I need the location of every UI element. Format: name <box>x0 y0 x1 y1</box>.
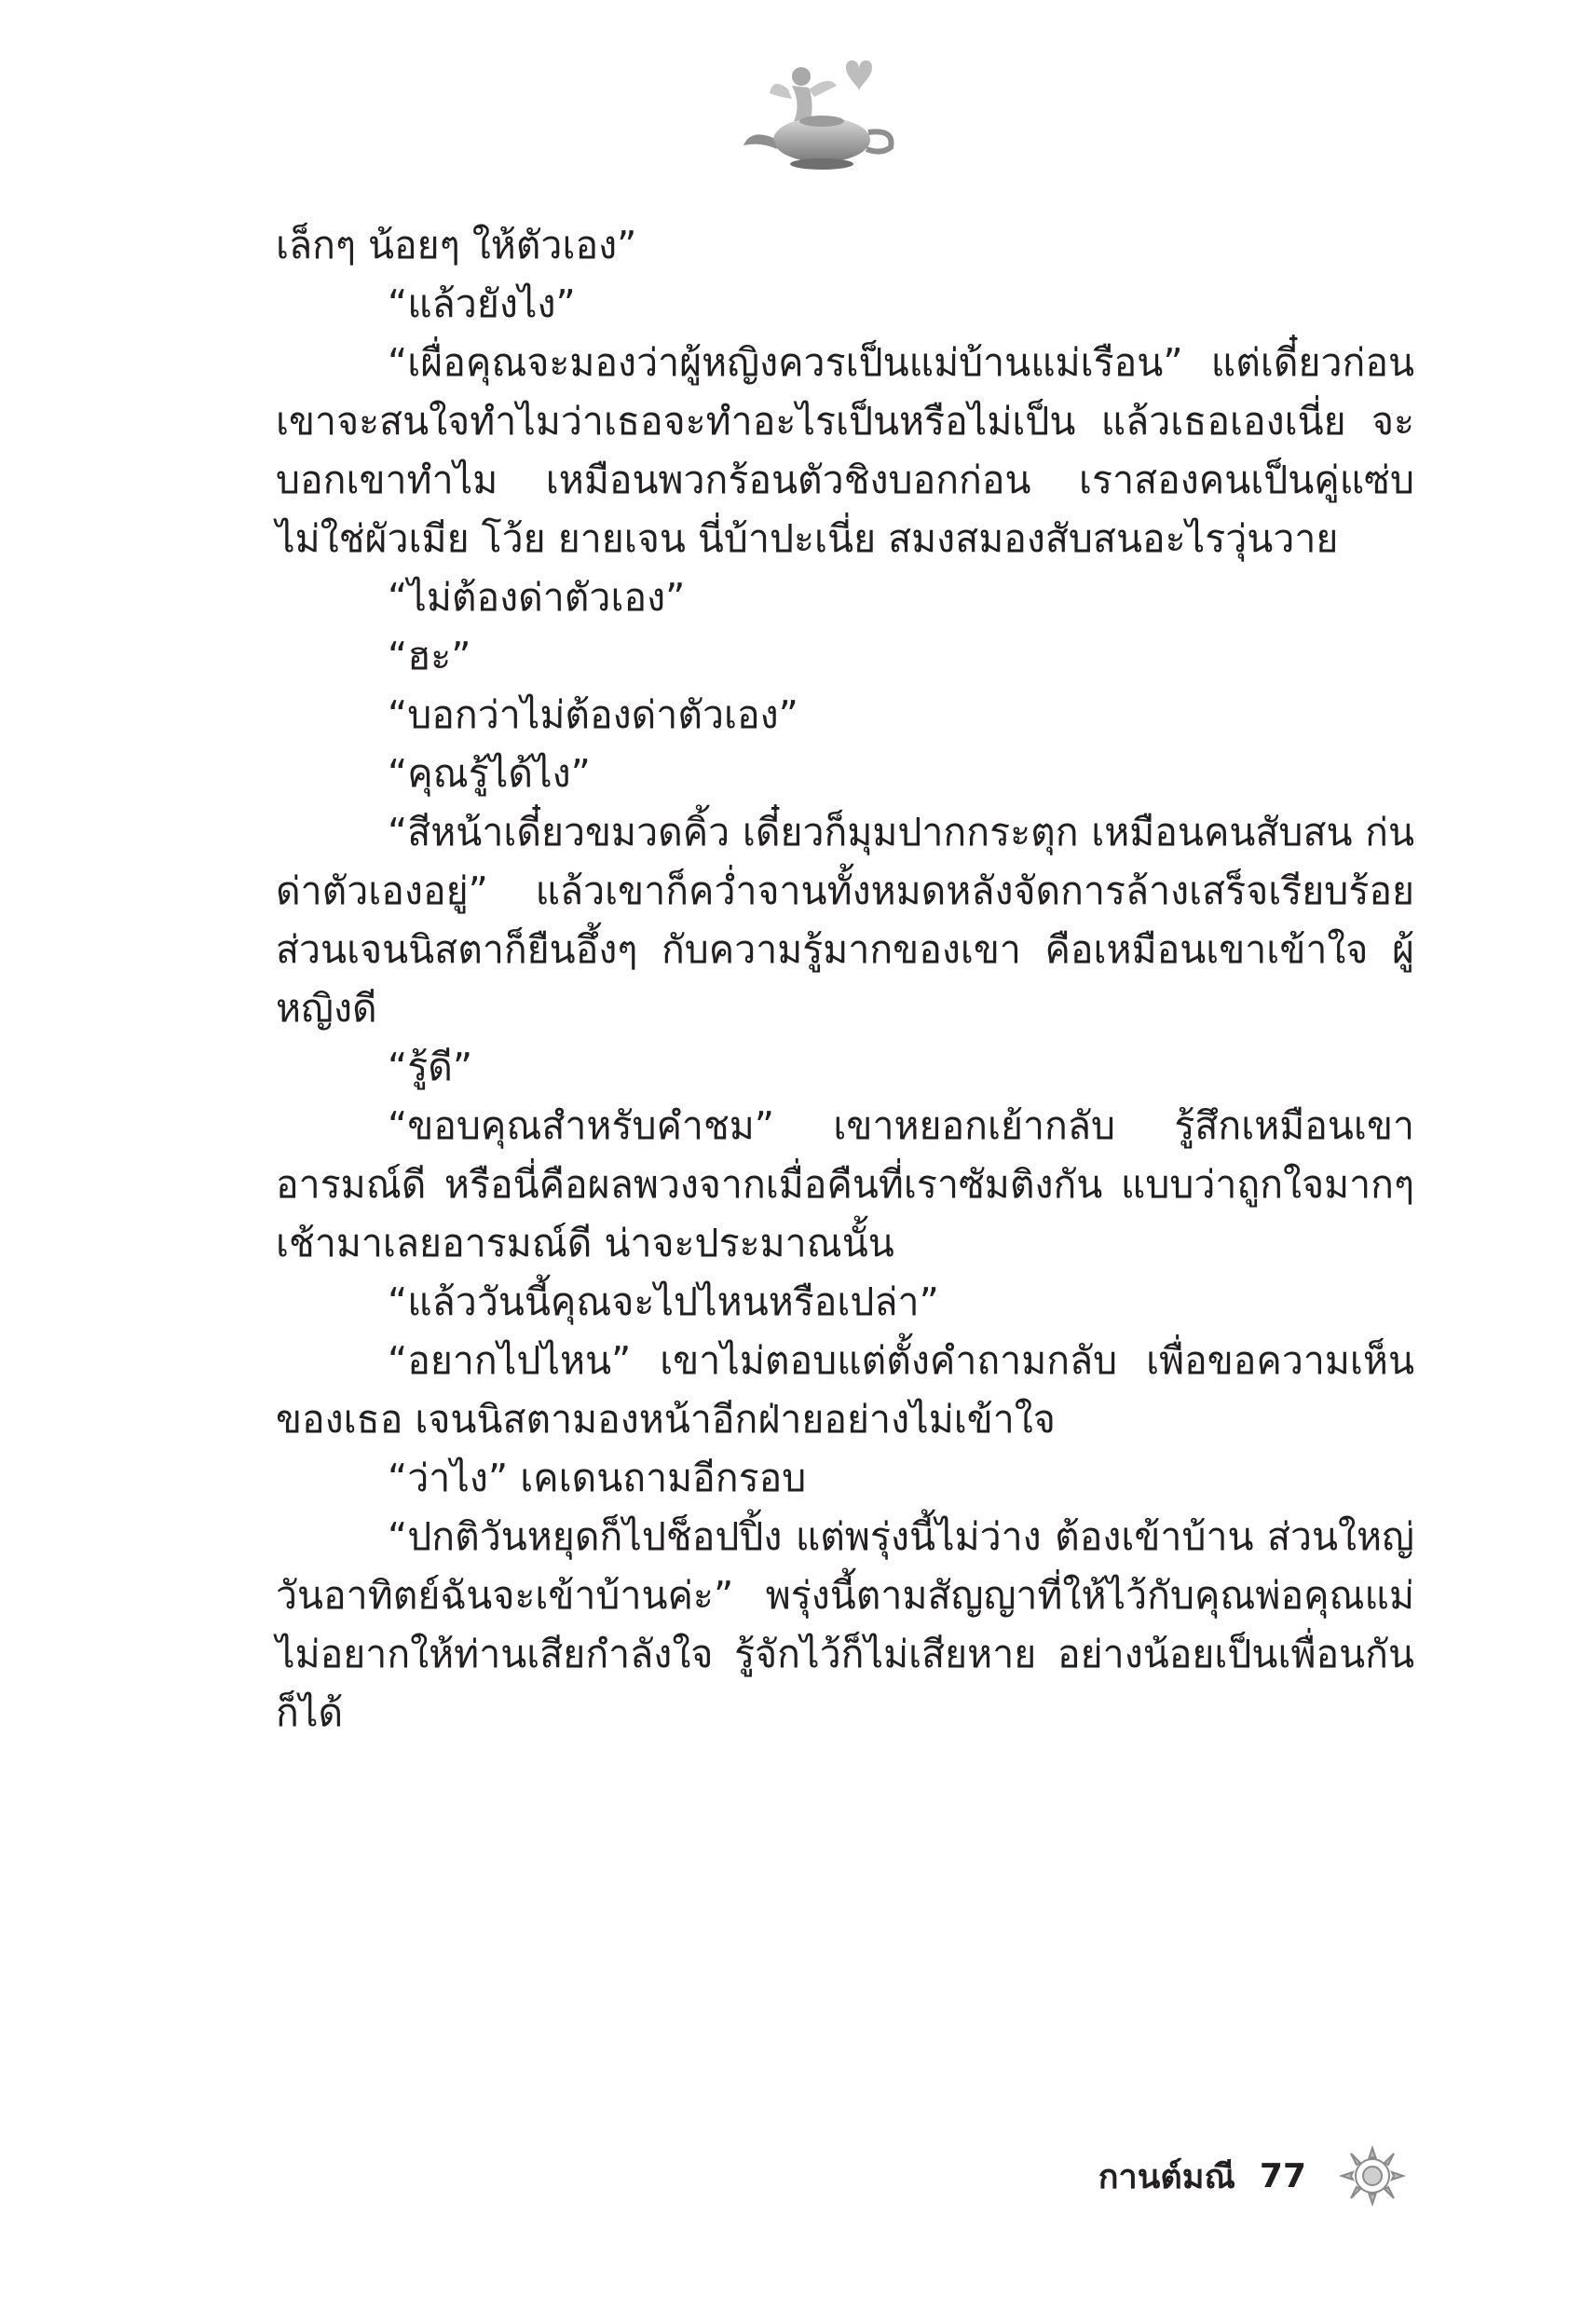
paragraph: “ไม่ต้องด่าตัวเอง” <box>388 575 686 620</box>
paragraph: “แล้ววันนี้คุณจะไปไหนหรือเปล่า” <box>388 1279 939 1324</box>
body-text <box>276 216 1414 1743</box>
paragraph: “บอกว่าไม่ต้องด่าตัวเอง” <box>388 692 798 737</box>
paragraph: “ขอบคุณสำหรับคำชม” เขาหยอกเย้ากลับ รู้สึกเหมือนเขา อารมณ์ดี หรือนี่คือผลพวงจากเมื่อคืนที่เราซัมติงกัน แบบว่าถูกใจมากๆ เช้ามาเลยอารมณ์ดี น่าจะประมาณนั้น <box>276 1103 1414 1265</box>
paragraph: เล็กๆ น้อยๆ ให้ตัวเอง” <box>276 223 637 267</box>
paragraph: “ว่าไง” เคเดนถามอีกรอบ <box>388 1456 807 1500</box>
page-number: 77 <box>1259 2156 1306 2195</box>
teapot-cupid-ornament-icon <box>736 48 904 179</box>
paragraph: “เผื่อคุณจะมองว่าผู้หญิงควรเป็นแม่บ้านแม่เรือน” แต่เดี๋ยวก่อน เขาจะสนใจทำไมว่าเธอจะทำอะไรเป็นหรือไม่เป็น แล้วเธอเองเนี่ย จะบอกเขาทำไม เหมือนพวกร้อนตัวชิงบอกก่อน เราสองคนเป็นคู่แซ่บ ไม่ใช่ผัวเมีย โว้ย ยายเจน นี่บ้าปะเนี่ย สมงสมองสับสนอะไรวุ่นวาย <box>276 340 1414 561</box>
page-footer <box>1098 2139 1414 2213</box>
paragraph: “ปกติวันหยุดก็ไปช็อปปิ้ง แต่พรุ่งนี้ไม่ว่าง ต้องเข้าบ้าน ส่วนใหญ่ วันอาทิตย์ฉันจะเข้าบ้านค่ะ” พรุ่งนี้ตามสัญญาที่ให้ไว้กับคุณพ่อคุณแม่ ไม่อยากให้ท่านเสียกำลังใจ รู้จักไว้ก็ไม่เสียหาย อย่างน้อยเป็นเพื่อนกัน ก็ได้ <box>276 1514 1414 1735</box>
paragraph: “แล้วยังไง” <box>388 281 576 326</box>
paragraph: “สีหน้าเดี๋ยวขมวดคิ้ว เดี๋ยวก็มุมปากกระตุก เหมือนคนสับสน ก่นด่าตัวเองอยู่” แล้วเขาก็คว่ำจานทั้งหมดหลังจัดการล้างเสร็จเรียบร้อย ส่วนเจนนิสตาก็ยืนอึ้งๆ กับความรู้มากของเขา คือเหมือนเขาเข้าใจ ผู้หญิงดี <box>276 810 1414 1031</box>
book-title: กานต์มณี <box>1098 2157 1235 2196</box>
paragraph: “รู้ดี” <box>388 1045 473 1089</box>
paragraph: “อยากไปไหน” เขาไม่ตอบแต่ตั้งคำถามกลับ เพื่อขอความเห็น ของเธอ เจนนิสตามองหน้าอีกฝ่ายอย่างไม่เข้าใจ <box>276 1338 1414 1442</box>
flower-ornament-icon <box>1330 2139 1414 2213</box>
paragraph: “คุณรู้ได้ไง” <box>388 751 591 796</box>
paragraph: “ฮะ” <box>388 634 471 678</box>
